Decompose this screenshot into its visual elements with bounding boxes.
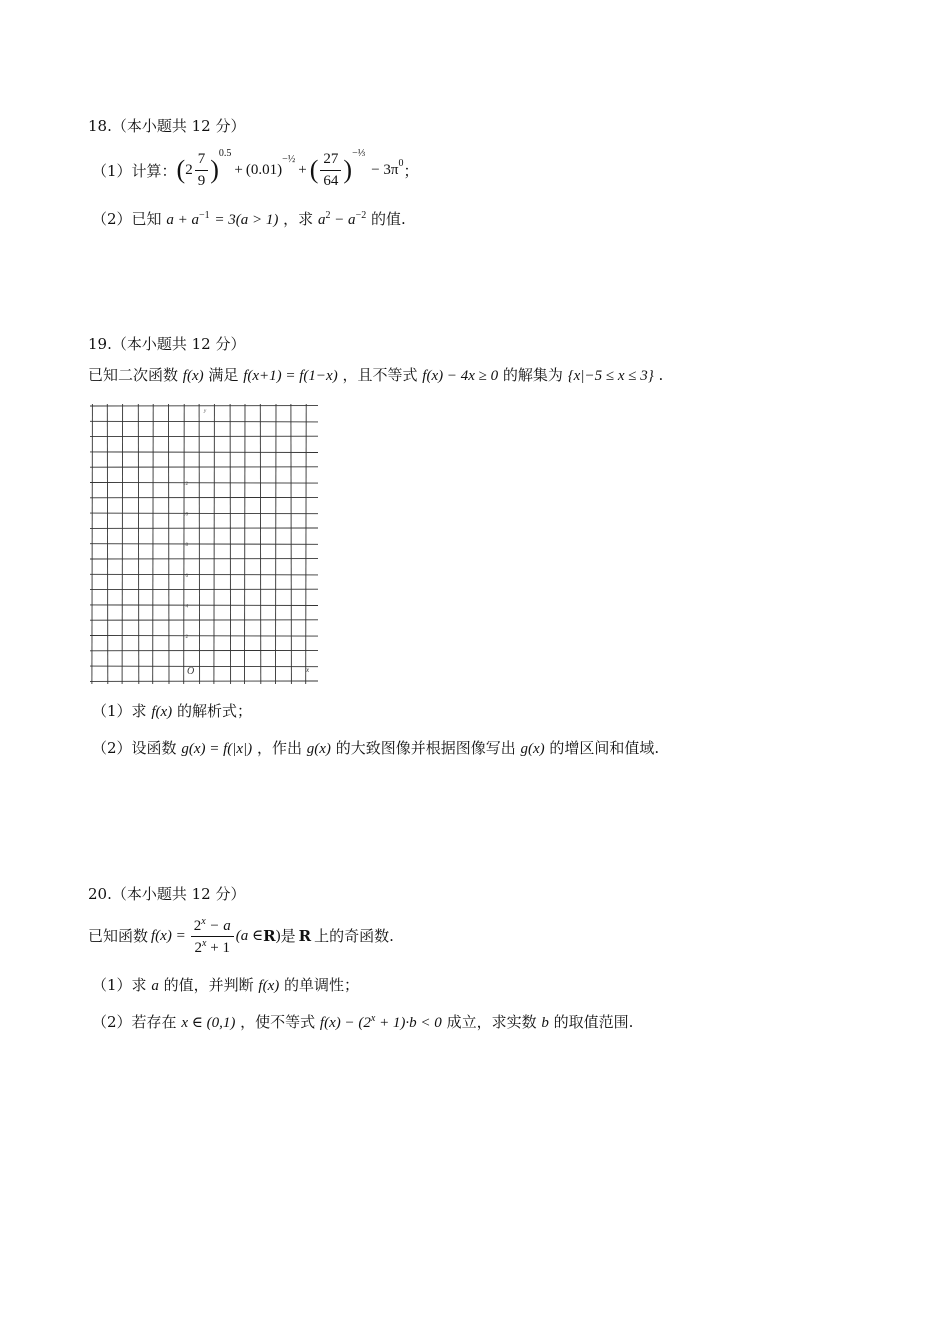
q18-p2-label: （2）已知 bbox=[92, 210, 162, 228]
coordinate-grid bbox=[90, 404, 318, 684]
q19-stem-b: 满足 bbox=[208, 366, 239, 384]
q18-p1-exp1: 0.5 bbox=[218, 148, 232, 159]
q20-stem-den-rest: + 1 bbox=[206, 939, 230, 956]
q20-p2-end: 的取值范围. bbox=[553, 1013, 634, 1031]
q20-p2-label: （2）若存在 bbox=[92, 1013, 177, 1031]
grid-hline bbox=[90, 452, 318, 453]
q20-p1-end: 的单调性； bbox=[284, 976, 360, 994]
grid-x-axis-label: x bbox=[306, 666, 310, 674]
q19-stem-set: {x|−5 ≤ x ≤ 3} bbox=[567, 368, 654, 384]
q20-stem bbox=[88, 914, 394, 958]
q18-p1-tail: − 3π bbox=[371, 161, 399, 178]
q20-p2-ineq-b: + 1)·b < 0 bbox=[375, 1015, 442, 1031]
q18-p1-term2-open: ( bbox=[245, 161, 251, 178]
q20-part2 bbox=[92, 1011, 633, 1032]
q20-p2-mid2: 成立，求实数 bbox=[446, 1013, 537, 1031]
q18-p2-cond-exp: −1 bbox=[198, 210, 210, 221]
q18-p1-end: ； bbox=[403, 161, 419, 180]
grid-y-tick-label: 8 bbox=[185, 543, 188, 549]
q19-p2-label: （2）设函数 bbox=[92, 739, 177, 757]
q20-stem-b: 是 bbox=[280, 926, 296, 945]
q20-p2-x: x ∈ (0,1) bbox=[181, 1015, 236, 1031]
q19-stem bbox=[88, 368, 663, 384]
q19-stem-c: ，且不等式 bbox=[342, 366, 418, 384]
q18-part2 bbox=[92, 208, 406, 229]
q18-p2-cond: a + a bbox=[166, 212, 199, 228]
grid-y-tick-label: 12 bbox=[183, 482, 188, 487]
q19-p1-label: （1）求 bbox=[92, 702, 147, 720]
q20-stem-num-base: 2 bbox=[193, 917, 202, 934]
q18-p2-end: 的值. bbox=[370, 210, 406, 228]
q19-p2-g: g(x) bbox=[306, 741, 331, 757]
q20-p2-ineq-a: f(x) − (2 bbox=[319, 1015, 371, 1031]
q19-stem-d: 的解集为 bbox=[502, 366, 563, 384]
q20-stem-num-exp: x bbox=[201, 915, 206, 927]
paren-close: ) bbox=[343, 155, 353, 184]
q20-stem-a: 已知函数 bbox=[88, 926, 149, 945]
q18-p2-expr-a: a bbox=[317, 212, 326, 228]
q18-p1-den: 9 bbox=[197, 172, 206, 189]
grid-origin-label: O bbox=[187, 666, 195, 677]
grid-hline bbox=[90, 544, 318, 545]
q20-stem-den bbox=[191, 937, 234, 956]
q18-p1-den3: 64 bbox=[323, 172, 339, 189]
q19-p2-def: g(x) = f(|x|) bbox=[181, 741, 253, 757]
q20-p1-a: a bbox=[151, 978, 159, 994]
q18-p1-tail-exp: 0 bbox=[398, 158, 404, 169]
q19-heading: 19.（本小题共 12 分） bbox=[88, 335, 246, 353]
q18-p1-whole: 2 bbox=[185, 161, 193, 178]
q19-p2-mid: ，作出 bbox=[256, 739, 302, 757]
grid-hline bbox=[90, 605, 318, 606]
q18-p2-cond-rest: = 3(a > 1) bbox=[214, 212, 279, 228]
q18-part1 bbox=[92, 146, 419, 194]
grid-y-axis-label: y bbox=[204, 409, 207, 414]
q19-p2-g2: g(x) bbox=[520, 741, 545, 757]
q20-heading: 20.（本小题共 12 分） bbox=[88, 885, 246, 903]
grid-hline bbox=[90, 666, 318, 667]
q20-p1-label: （1）求 bbox=[92, 976, 147, 994]
q20-p2-b: b bbox=[541, 1015, 549, 1031]
q18-p2-expr-b-exp: −2 bbox=[355, 210, 367, 221]
q18-p1-frac bbox=[195, 151, 209, 190]
q20-stem-cond-close: ) bbox=[275, 927, 281, 944]
q18-p1-term2-close: ) bbox=[277, 161, 283, 178]
paren-close: ) bbox=[210, 155, 219, 184]
grid-hline bbox=[90, 483, 318, 484]
q20-p2-ineq-exp: x bbox=[370, 1013, 376, 1024]
q19-p2-end: 的增区间和值域. bbox=[549, 739, 660, 757]
grid-hline bbox=[90, 636, 318, 637]
q20-stem-frac bbox=[191, 917, 234, 956]
q20-stem-cond-open: (a ∈ bbox=[235, 927, 264, 944]
q18-p2-mid: ，求 bbox=[283, 210, 314, 228]
q18-p1-term2: 0.01 bbox=[250, 161, 278, 178]
grid-hline bbox=[90, 513, 318, 514]
q19-stem-f: f(x) bbox=[182, 368, 204, 384]
q20-part1 bbox=[92, 974, 359, 995]
paren-open: ( bbox=[176, 155, 186, 184]
q20-stem-R: R bbox=[298, 926, 312, 945]
q20-stem-f: f(x) = bbox=[151, 927, 186, 944]
q20-stem-den-exp: x bbox=[202, 937, 207, 949]
q18-p1-exp2: −½ bbox=[282, 154, 296, 165]
q19-p1-end: 的解析式； bbox=[176, 702, 252, 720]
q18-p1-exp3: −⅓ bbox=[352, 148, 366, 159]
paren-open: ( bbox=[309, 155, 319, 184]
grid-y-tick-label: 10 bbox=[183, 512, 188, 518]
q18-p2-expr-a-exp: 2 bbox=[325, 210, 331, 221]
q19-p2-mid2: 的大致图像并根据图像写出 bbox=[335, 739, 516, 757]
q19-stem-end: . bbox=[658, 366, 664, 384]
q20-stem-den-base: 2 bbox=[194, 939, 203, 956]
q18-p1-num: 7 bbox=[195, 151, 209, 171]
q20-p1-f: f(x) bbox=[258, 978, 280, 994]
q19-part2 bbox=[92, 737, 659, 758]
grid-hline bbox=[90, 421, 318, 422]
q18-p1-num3: 27 bbox=[320, 151, 341, 171]
grid-y-tick-label: 2 bbox=[185, 635, 188, 640]
grid-hline bbox=[90, 574, 318, 575]
q20-stem-num bbox=[191, 917, 234, 937]
plus-sign: + bbox=[234, 161, 243, 178]
q18-p1-label: （1）计算： bbox=[92, 161, 177, 180]
q20-p1-mid: 的值，并判断 bbox=[163, 976, 254, 994]
q19-part1 bbox=[92, 700, 252, 721]
q18-p2-expr-b: − a bbox=[330, 212, 356, 228]
q20-p2-mid: ，使不等式 bbox=[240, 1013, 316, 1031]
q18-heading: 18.（本小题共 12 分） bbox=[88, 117, 246, 135]
q19-stem-a: 已知二次函数 bbox=[88, 366, 179, 384]
q19-stem-eq: f(x+1) = f(1−x) bbox=[243, 368, 338, 384]
q18-p1-frac3 bbox=[320, 151, 341, 190]
plus-sign: + bbox=[298, 161, 307, 178]
q19-stem-ineq: f(x) − 4x ≥ 0 bbox=[422, 368, 499, 384]
q19-p1-f: f(x) bbox=[151, 704, 173, 720]
grid-y-tick-label: 6 bbox=[185, 573, 188, 579]
q20-stem-num-rest: − a bbox=[205, 917, 231, 934]
q20-stem-end: 上的奇函数. bbox=[314, 926, 394, 945]
q20-stem-cond-R: R bbox=[263, 926, 276, 945]
grid-y-tick-label: 4 bbox=[185, 604, 188, 610]
